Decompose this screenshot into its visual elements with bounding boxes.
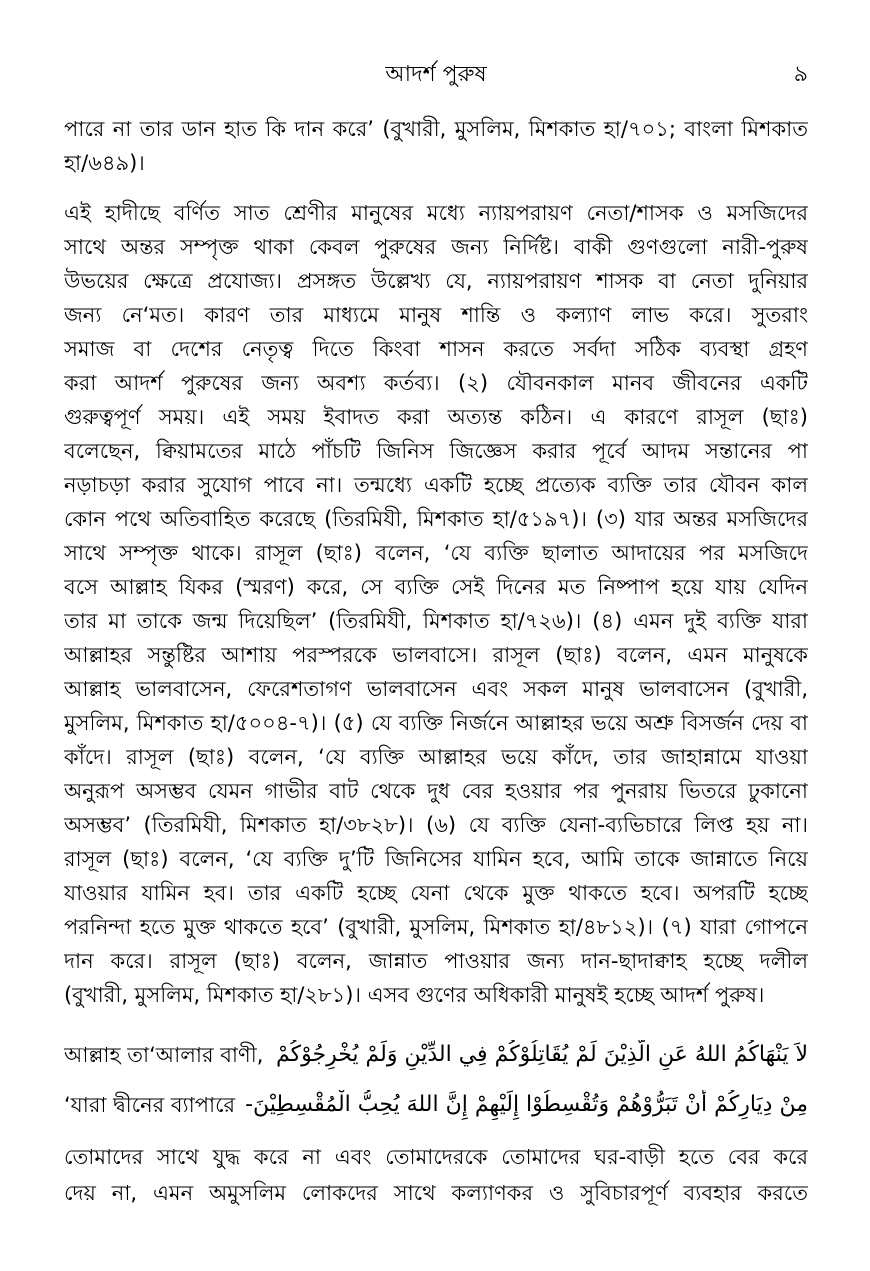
page-number: ৯ <box>793 62 808 87</box>
text-line: দেয় না, এমন অমুসলিম লোকদের সাথে কল্যাণকর ও সুবিচারপূর্ণ ব্যবহার করতে <box>64 1181 808 1205</box>
text-line: নড়াচড়া করার সুযোগ পাবে না। তন্মধ্যে একটি হচ্ছে প্রত্যেক ব্যক্তি তার যৌবন কাল <box>64 473 808 497</box>
text-line: আল্লাহ ভালবাসেন, ফেরেশতাগণ ভালবাসেন এবং সকল মানুষ ভালবাসেন (বুখারী, <box>64 677 808 701</box>
quran-line-2 <box>64 1090 808 1120</box>
text-line: সমাজ বা দেশের নেতৃত্ব দিতে কিংবা শাসন করতে সর্বদা সঠিক ব্যবস্থা গ্রহণ <box>64 337 808 361</box>
text-line: অনুরূপ অসম্ভব যেমন গাভীর বাট থেকে দুধ বের হওয়ার পর পুনরায় ভিতরে ঢুকানো <box>64 779 808 803</box>
text-line: করা আদর্শ পুরুষের জন্য অবশ্য কর্তব্য। (২) যৌবনকাল মানব জীবনের একটি <box>64 371 808 395</box>
text-line: অসম্ভব’ (তিরমিযী, মিশকাত হা/৩৮২৮)। (৬) যে ব্যক্তি যেনা-ব্যভিচারে লিপ্ত হয় না। <box>64 813 808 837</box>
text-line: দান করে। রাসূল (ছাঃ) বলেন, জান্নাত পাওয়ার জন্য দান-ছাদাক্বাহ হচ্ছে দলীল <box>64 949 808 973</box>
text-line: তোমাদের সাথে যুদ্ধ করে না এবং তোমাদেরকে তোমাদের ঘর-বাড়ী হতে বের করে <box>64 1145 808 1169</box>
page-title: আদর্শ পুরুষ <box>385 62 487 87</box>
text-line: কাঁদে। রাসূল (ছাঃ) বলেন, ‘যে ব্যক্তি আল্লাহর ভয়ে কাঁদে, তার জাহান্নামে যাওয়া <box>64 745 808 769</box>
text-line: গুরুত্বপূর্ণ সময়। এই সময় ইবাদত করা অত্যন্ত কঠিন। এ কারণে রাসূল (ছাঃ) <box>64 405 808 429</box>
text-line: বসে আল্লাহ যিকর (স্মরণ) করে, সে ব্যক্তি সেই দিনের মত নিষ্পাপ হয়ে যায় যেদিন <box>64 575 808 599</box>
text-line: সাথে সম্পৃক্ত থাকে। রাসূল (ছাঃ) বলেন, ‘যে ব্যক্তি ছালাত আদায়ের পর মসজিদে <box>64 541 808 565</box>
arabic-verse-1: لاَ يَنْهَاكُمُ اللهُ عَنِ الَّذِيْنَ لَمْ يُقَاتِلُوْكُمْ فِي الدِّيْنِ وَلَمْ يُخْرِجُوْكُمْ <box>276 1042 808 1067</box>
text-line: পারে না তার ডান হাত কি দান করে’ (বুখারী, মুসলিম, মিশকাত হা/৭০১; বাংলা মিশকাত <box>64 117 808 141</box>
text-line: সাথে অন্তর সম্পৃক্ত থাকা কেবল পুরুষের জন্য নির্দিষ্ট। বাকী গুণগুলো নারী-পুরুষ <box>64 235 808 259</box>
text-line: কোন পথে অতিবাহিত করেছে (তিরমিযী, মিশকাত হা/৫১৯৭)। (৩) যার অন্তর মসজিদের <box>64 507 808 531</box>
text-line: হা/৬৪৯)। <box>64 151 145 175</box>
text-line: তার মা তাকে জন্ম দিয়েছিল’ (তিরমিযী, মিশকাত হা/৭২৬)। (৪) এমন দুই ব্যক্তি যারা <box>64 609 808 633</box>
quran-line-1 <box>64 1040 808 1070</box>
text-line: জন্য নে‘মত। কারণ তার মাধ্যমে মানুষ শান্তি ও কল্যাণ লাভ করে। সুতরাং <box>64 303 808 327</box>
arabic-verse-2: مِنْ دِيَارِكُمْ أَنْ تَبَرُّوْهُمْ وَتُقْسِطُوْا إِلَيْهِمْ إِنَّ اللهَ يُحِبُّ الْمُقْسِطِيْنَ- <box>245 1092 808 1117</box>
text-line: পরনিন্দা হতে মুক্ত থাকতে হবে’ (বুখারী, মুসলিম, মিশকাত হা/৪৮১২)। (৭) যারা গোপনে <box>64 915 808 939</box>
text-line: মুসলিম, মিশকাত হা/৫০০৪-৭)। (৫) যে ব্যক্তি নির্জনে আল্লাহর ভয়ে অশ্রু বিসর্জন দেয় বা <box>64 711 808 735</box>
quran-intro: আল্লাহ তা‘আলার বাণী, <box>64 1043 264 1067</box>
text-line: উভয়ের ক্ষেত্রে প্রযোজ্য। প্রসঙ্গত উল্লেখ্য যে, ন্যায়পরায়ণ শাসক বা নেতা দুনিয়ার <box>64 269 808 293</box>
text-line: (বুখারী, মুসলিম, মিশকাত হা/২৮১)। এসব গুণের অধিকারী মানুষই হচ্ছে আদর্শ পুরুষ। <box>64 983 765 1007</box>
text-line: এই হাদীছে বর্ণিত সাত শ্রেণীর মানুষের মধ্যে ন্যায়পরায়ণ নেতা/শাসক ও মসজিদের <box>64 201 808 225</box>
text-line: রাসূল (ছাঃ) বলেন, ‘যে ব্যক্তি দু’টি জিনিসের যামিন হবে, আমি তাকে জান্নাতে নিয়ে <box>64 847 808 871</box>
text-line: যাওয়ার যামিন হব। তার একটি হচ্ছে যেনা থেকে মুক্ত থাকতে হবে। অপরটি হচ্ছে <box>64 881 808 905</box>
text-line: বলেছেন, ক্বিয়ামতের মাঠে পাঁচটি জিনিস জিজ্ঞেস করার পূর্বে আদম সন্তানের পা <box>64 439 808 463</box>
text-line: আল্লাহর সন্তুষ্টির আশায় পরস্পরকে ভালবাসে। রাসূল (ছাঃ) বলেন, এমন মানুষকে <box>64 643 808 667</box>
translation-start: ‘যারা দ্বীনের ব্যাপারে <box>64 1093 236 1117</box>
page-header <box>64 60 808 100</box>
